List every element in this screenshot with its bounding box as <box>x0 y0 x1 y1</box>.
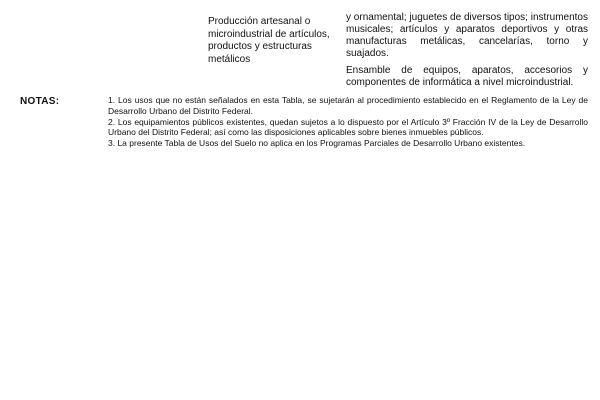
notes-list <box>108 95 588 149</box>
use-description-cell <box>346 12 588 89</box>
note-item-2: 2. Los equipamientos públicos existentes, quedan sujetos a lo dispuesto por el Artículo 3º Fracción IV de la Ley de Desarrollo Urbano del Distrito Federal; así como las disposiciones aplicables sobre bienes inmuebles públicos. <box>108 116 588 138</box>
use-category-cell: Producción artesanal o microindustrial de artículos, productos y estructuras metálicos <box>208 16 330 65</box>
note-item-3: 3. La presente Tabla de Usos del Suelo no aplica en los Programas Parciales de Desarrollo Urbano existentes. <box>108 138 526 149</box>
note-item-1: 1. Los usos que no están señalados en esta Tabla, se sujetarán al procedimiento establecido en el Reglamento de la Ley de Desarrollo Urbano del Distrito Federal. <box>108 95 588 116</box>
notes-label: NOTAS: <box>20 96 60 107</box>
description-paragraph-1: y ornamental; juguetes de diversos tipos; instrumentos musicales; artículos y aparatos deportivos y otras manufacturas metálicas, cancelarías, torno y suajados. <box>346 12 588 59</box>
description-paragraph-2: Ensamble de equipos, aparatos, accesorios y componentes de informática a nivel microindustrial. <box>346 65 588 88</box>
